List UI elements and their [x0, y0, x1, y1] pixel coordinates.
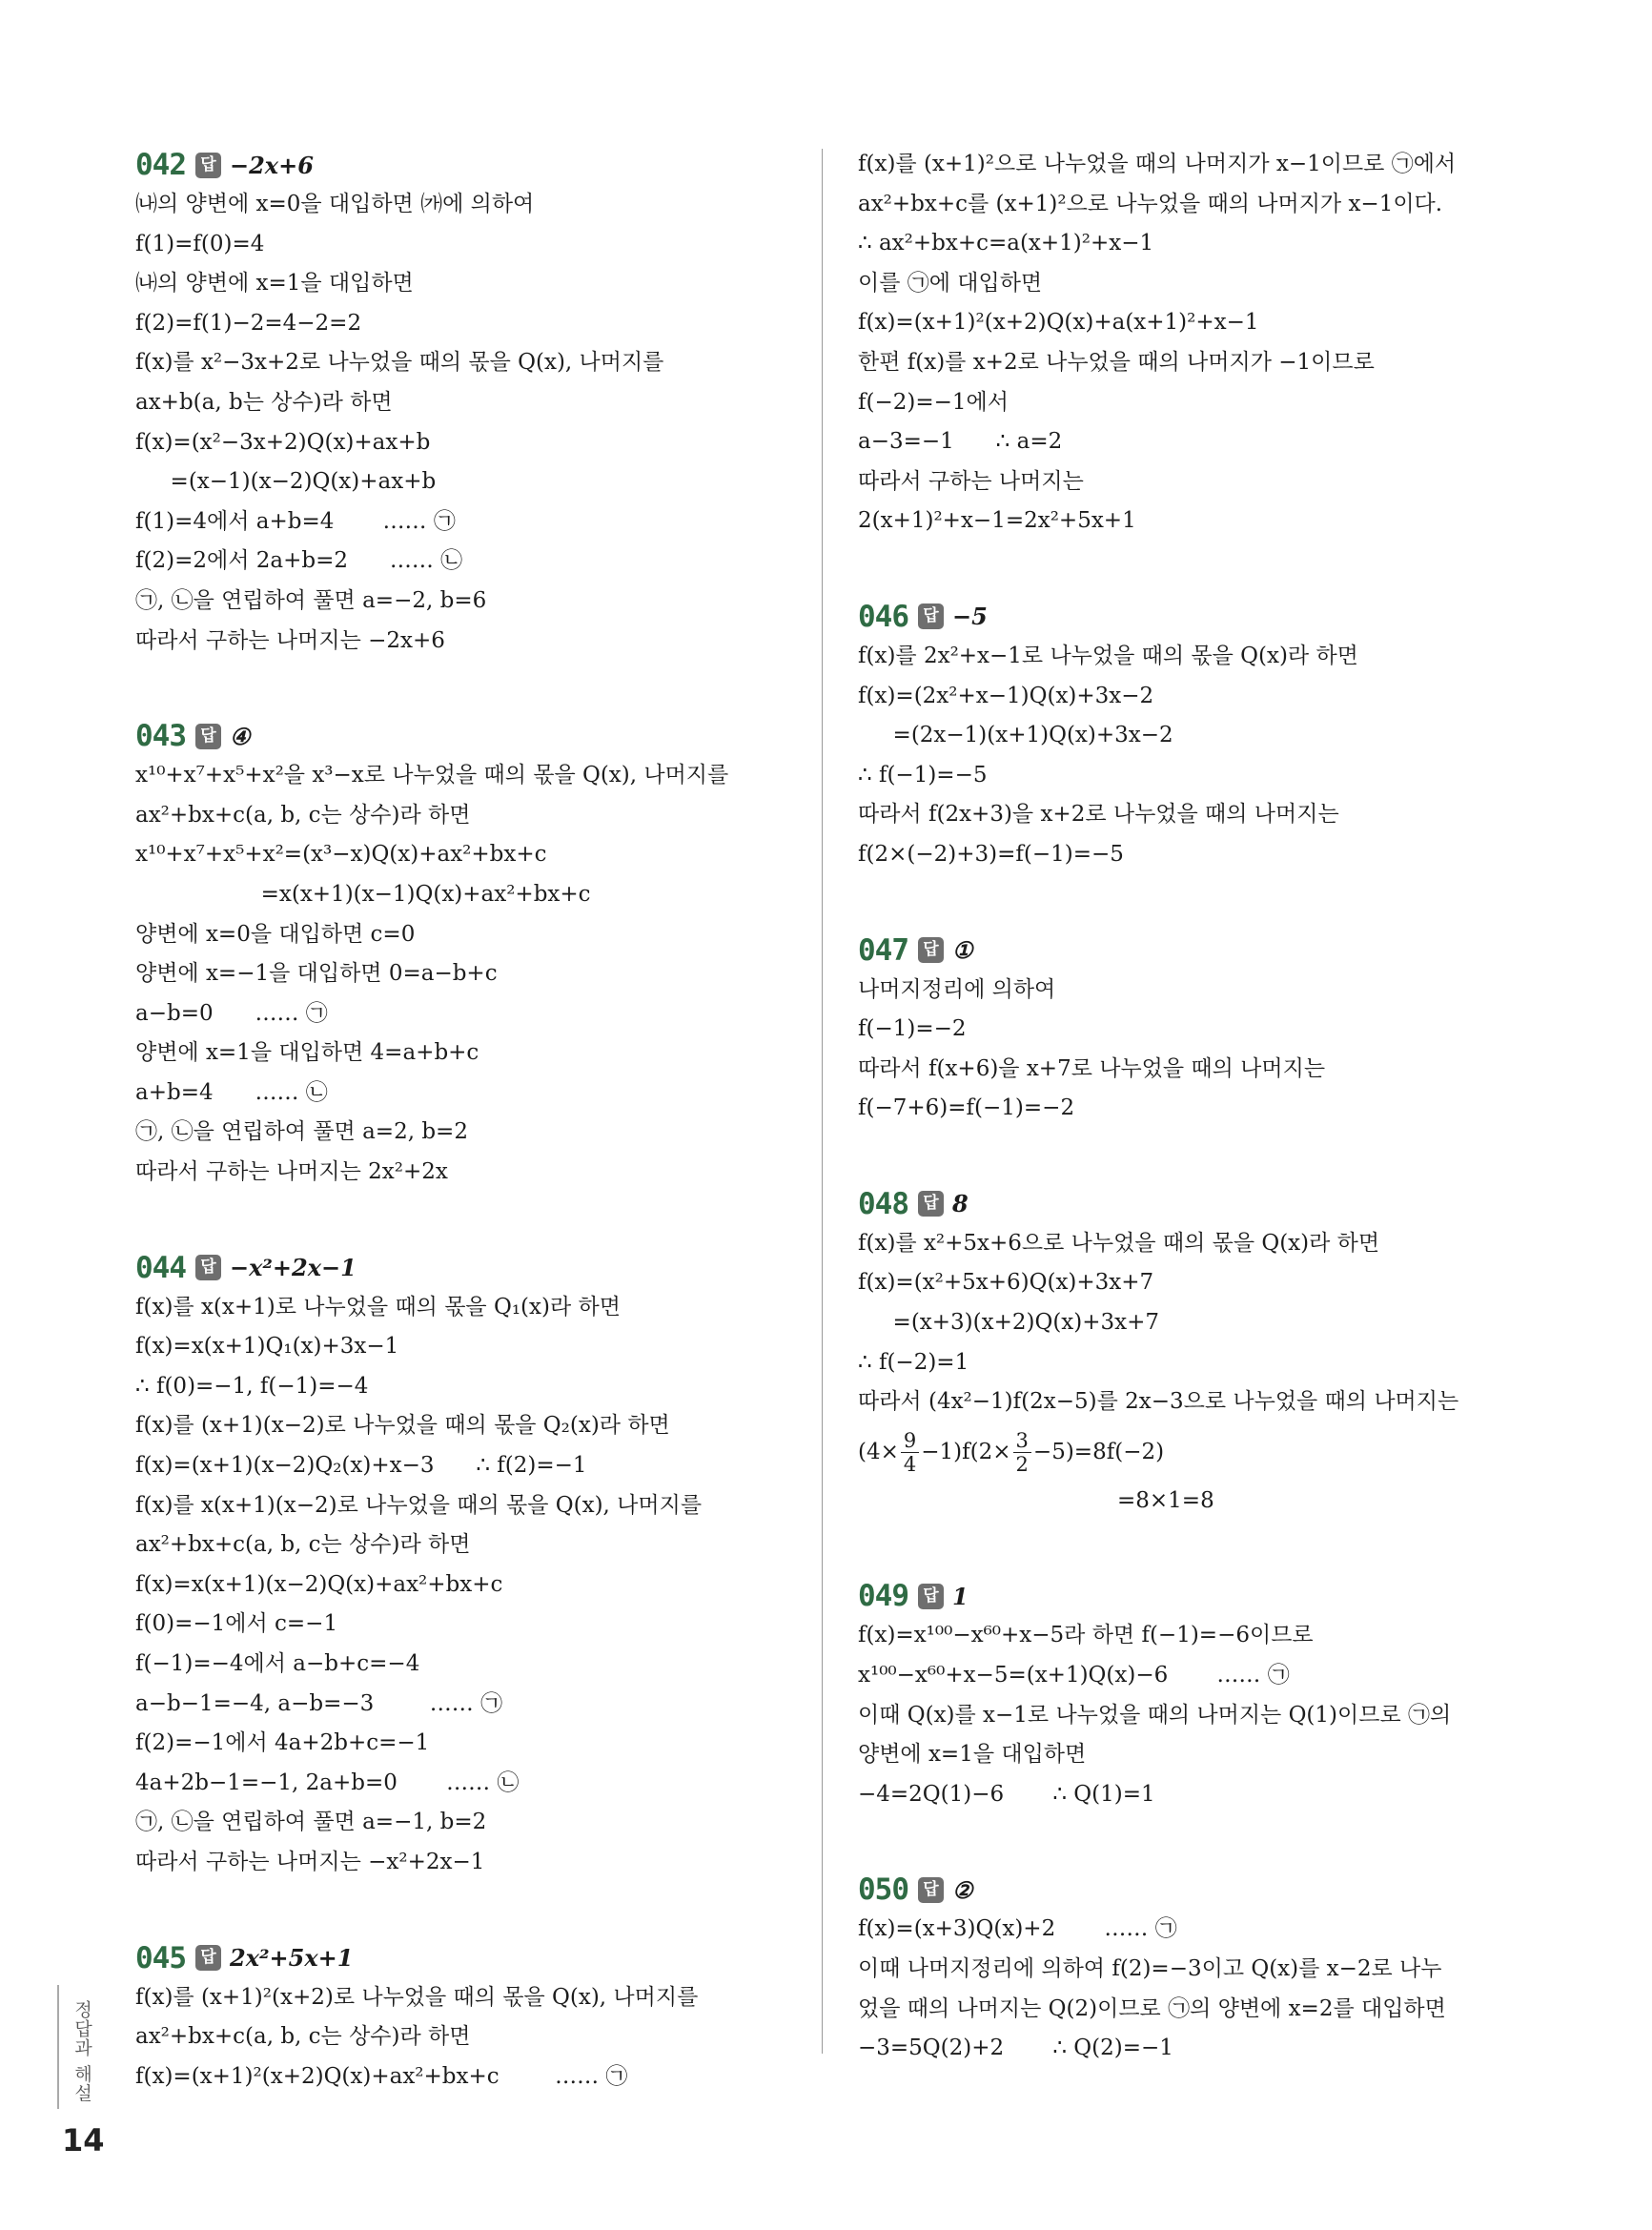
solution-line: −4=2Q(1)−6 ∴ Q(1)=1 — [858, 1781, 1155, 1807]
solution-line: f(x)=(x²+5x+6)Q(x)+3x+7 — [858, 1270, 1154, 1296]
problem-number: 050 — [858, 1872, 908, 1908]
solution-line: ax²+bx+c를 (x+1)²으로 나누었을 때의 나머지가 x−1이다. — [858, 191, 1443, 216]
answer-value: 8 — [952, 1190, 969, 1218]
problem-number: 045 — [135, 1940, 186, 1975]
problem-044 — [135, 1248, 803, 1883]
solution-line: f(−2)=−1에서 — [858, 389, 1009, 415]
problem-header — [135, 1938, 803, 1978]
problem-050 — [858, 1870, 1516, 2068]
answer-value: 1 — [952, 1582, 969, 1610]
solution-line: =(2x−1)(x+1)Q(x)+3x−2 — [858, 723, 1173, 748]
solution-line: f(x)=x(x+1)Q₁(x)+3x−1 — [135, 1334, 399, 1360]
answer-badge: 답 — [918, 1877, 944, 1903]
final-result-line: =8×1=8 — [1117, 1487, 1214, 1513]
solution-line: a−b=0 …… ㉠ — [135, 1000, 328, 1026]
problem-header — [858, 1870, 1516, 1910]
answer-value: −2x+6 — [230, 151, 314, 179]
solution-line: f(−1)=−2 — [858, 1016, 967, 1042]
solution-line: f(x)를 (x+1)(x−2)로 나누었을 때의 몫을 Q₂(x)라 하면 — [135, 1413, 670, 1439]
fraction-numerator: 3 — [1013, 1429, 1031, 1453]
solution-line: f(x)를 (x+1)²(x+2)로 나누었을 때의 몫을 Q(x), 나머지를 — [135, 1984, 699, 2010]
solution-line: 따라서 f(2x+3)을 x+2로 나누었을 때의 나머지는 — [858, 802, 1339, 828]
solution-line: ∴ f(−1)=−5 — [858, 762, 988, 788]
solution-line: f(x)=x(x+1)(x−2)Q(x)+ax²+bx+c — [135, 1571, 503, 1597]
solution-line: a−3=−1 ∴ a=2 — [858, 429, 1063, 455]
solution-line: 양변에 x=0을 대입하면 c=0 — [135, 921, 416, 947]
solution-line: 따라서 (4x²−1)f(2x−5)를 2x−3으로 나누었을 때의 나머지는 — [858, 1389, 1459, 1415]
solution-line: =x(x+1)(x−1)Q(x)+ax²+bx+c — [135, 881, 591, 907]
solution-line: ax²+bx+c(a, b, c는 상수)라 하면 — [135, 1532, 471, 1558]
solution-line: 따라서 구하는 나머지는 2x²+2x — [135, 1159, 448, 1185]
fraction — [901, 1429, 919, 1476]
problem-header — [135, 145, 803, 185]
answer-value: 2x²+5x+1 — [230, 1944, 354, 1973]
answer-badge: 답 — [195, 724, 221, 749]
expr-part: −5)=8f(−2) — [1032, 1439, 1165, 1464]
solution-line: f(−7+6)=f(−1)=−2 — [858, 1095, 1075, 1121]
answer-badge: 답 — [195, 1255, 221, 1280]
problem-header — [135, 1248, 803, 1288]
page-number: 14 — [62, 2122, 105, 2158]
solution-line: 한편 f(x)를 x+2로 나누었을 때의 나머지가 −1이므로 — [858, 349, 1375, 375]
fraction — [1013, 1429, 1031, 1476]
solution-line: f(x)=x¹⁰⁰−x⁶⁰+x−5라 하면 f(−1)=−6이므로 — [858, 1623, 1314, 1648]
solution-line: f(2)=f(1)−2=4−2=2 — [135, 310, 362, 336]
solution-line: 2(x+1)²+x−1=2x²+5x+1 — [858, 508, 1136, 534]
solution-line: f(x)를 x²+5x+6으로 나누었을 때의 몫을 Q(x)라 하면 — [858, 1230, 1380, 1256]
section-side-label: 정답과 해설 — [71, 2000, 92, 2103]
solution-line: a−b−1=−4, a−b=−3 …… ㉠ — [135, 1690, 503, 1716]
solution-line: f(2)=−1에서 4a+2b+c=−1 — [135, 1730, 430, 1756]
problem-number: 048 — [858, 1186, 908, 1221]
problem-number: 042 — [135, 148, 186, 182]
fraction-numerator: 9 — [901, 1429, 919, 1453]
fraction-denominator: 2 — [1015, 1453, 1029, 1477]
fraction-expression-line — [858, 1422, 1516, 1482]
answer-value: ① — [952, 936, 973, 964]
problem-042 — [135, 145, 803, 661]
solution-line: ax²+bx+c(a, b, c는 상수)라 하면 — [135, 2024, 471, 2050]
column-divider — [822, 149, 823, 2054]
problem-header — [858, 597, 1516, 637]
problem-number: 049 — [858, 1579, 908, 1614]
solution-line: f(x)를 x(x+1)로 나누었을 때의 몫을 Q₁(x)라 하면 — [135, 1294, 621, 1320]
solution-line: ax+b(a, b는 상수)라 하면 — [135, 389, 393, 415]
problem-048 — [858, 1184, 1516, 1522]
problem-header — [858, 1576, 1516, 1616]
problem-045-continuation — [858, 145, 1516, 542]
problem-number: 046 — [858, 599, 908, 634]
solution-line: 양변에 x=−1을 대입하면 0=a−b+c — [135, 961, 498, 987]
solution-line: 양변에 x=1을 대입하면 — [858, 1742, 1087, 1768]
solution-line: f(−1)=−4에서 a−b+c=−4 — [135, 1651, 420, 1676]
solution-line: f(2×(−2)+3)=f(−1)=−5 — [858, 841, 1124, 867]
solution-line: f(x)=(x+1)²(x+2)Q(x)+ax²+bx+c …… ㉠ — [135, 2063, 628, 2089]
solution-line: 나머지정리에 의하여 — [858, 976, 1056, 1002]
solution-line: ㉠, ㉡을 연립하여 풀면 a=−1, b=2 — [135, 1810, 487, 1835]
solution-line: a+b=4 …… ㉡ — [135, 1079, 328, 1105]
side-rule — [57, 1985, 59, 2109]
solution-line: 이때 나머지정리에 의하여 f(2)=−3이고 Q(x)를 x−2로 나누 — [858, 1956, 1442, 1981]
solution-line: f(2)=2에서 2a+b=2 …… ㉡ — [135, 548, 463, 574]
right-column — [858, 145, 1516, 2124]
solution-line: ㉠, ㉡을 연립하여 풀면 a=2, b=2 — [135, 1119, 468, 1145]
answer-badge: 답 — [918, 937, 944, 963]
solution-line: f(x)=(x²−3x+2)Q(x)+ax+b — [135, 429, 431, 455]
solution-line: ax²+bx+c(a, b, c는 상수)라 하면 — [135, 802, 471, 828]
expr-part: (4× — [858, 1439, 899, 1464]
solution-line: 따라서 구하는 나머지는 −2x+6 — [135, 627, 445, 653]
problem-number: 047 — [858, 932, 908, 968]
solution-line: f(x)=(x+1)(x−2)Q₂(x)+x−3 ∴ f(2)=−1 — [135, 1453, 587, 1479]
answer-badge: 답 — [195, 1945, 221, 1971]
solution-line: x¹⁰+x⁷+x⁵+x²을 x³−x로 나누었을 때의 몫을 Q(x), 나머지를 — [135, 763, 729, 788]
answer-value: ② — [952, 1875, 973, 1904]
answer-value: ④ — [230, 722, 251, 750]
left-column — [135, 145, 803, 2152]
solution-line: f(x)를 x(x+1)(x−2)로 나누었을 때의 몫을 Q(x), 나머지를 — [135, 1492, 703, 1518]
solution-line: x¹⁰+x⁷+x⁵+x²=(x³−x)Q(x)+ax²+bx+c — [135, 842, 547, 868]
solution-line: f(x)를 x²−3x+2로 나누었을 때의 몫을 Q(x), 나머지를 — [135, 350, 664, 376]
problem-number: 043 — [135, 719, 186, 754]
solution-line: =(x+3)(x+2)Q(x)+3x+7 — [858, 1310, 1160, 1336]
expr-part: −1)f(2× — [921, 1439, 1011, 1464]
solution-line: f(x)를 (x+1)²으로 나누었을 때의 나머지가 x−1이므로 ㉠에서 — [858, 152, 1457, 176]
answer-badge: 답 — [918, 1584, 944, 1609]
fraction-denominator: 4 — [903, 1453, 917, 1477]
solution-line: 따라서 구하는 나머지는 −x²+2x−1 — [135, 1849, 485, 1874]
problem-049 — [858, 1576, 1516, 1814]
solution-line: ㈏의 양변에 x=1을 대입하면 — [135, 271, 414, 297]
answer-badge: 답 — [918, 1191, 944, 1217]
solution-line: f(1)=4에서 a+b=4 …… ㉠ — [135, 508, 456, 534]
solution-line: ∴ f(0)=−1, f(−1)=−4 — [135, 1373, 369, 1399]
solution-line: 이를 ㉠에 대입하면 — [858, 270, 1043, 296]
answer-value: −5 — [952, 603, 988, 631]
problem-header — [135, 716, 803, 756]
solution-line: f(x)=(x+3)Q(x)+2 …… ㉠ — [858, 1916, 1177, 1942]
solution-line: −3=5Q(2)+2 ∴ Q(2)=−1 — [858, 2036, 1173, 2061]
problem-047 — [858, 931, 1516, 1129]
solution-line: ㈏의 양변에 x=0을 대입하면 ㈎에 의하여 — [135, 192, 535, 216]
solution-line: =(x−1)(x−2)Q(x)+ax+b — [135, 469, 437, 495]
answer-badge: 답 — [195, 153, 221, 178]
solution-line: f(x)를 2x²+x−1로 나누었을 때의 몫을 Q(x)라 하면 — [858, 643, 1358, 668]
problem-043 — [135, 716, 803, 1193]
problem-046 — [858, 597, 1516, 875]
answer-badge: 답 — [918, 604, 944, 629]
answer-value: −x²+2x−1 — [230, 1254, 357, 1282]
solution-line: 4a+2b−1=−1, 2a+b=0 …… ㉡ — [135, 1770, 520, 1795]
solution-line: ∴ ax²+bx+c=a(x+1)²+x−1 — [858, 231, 1154, 256]
problem-header — [858, 931, 1516, 971]
solution-line: 이때 Q(x)를 x−1로 나누었을 때의 나머지는 Q(1)이므로 ㉠의 — [858, 1702, 1452, 1728]
problem-045 — [135, 1938, 803, 2097]
solution-line: 따라서 구하는 나머지는 — [858, 468, 1084, 494]
problem-number: 044 — [135, 1250, 186, 1285]
solution-line: f(x)=(2x²+x−1)Q(x)+3x−2 — [858, 683, 1154, 708]
solution-line: ∴ f(−2)=1 — [858, 1349, 969, 1375]
solution-line: f(0)=−1에서 c=−1 — [135, 1611, 338, 1637]
solution-line: 양변에 x=1을 대입하면 4=a+b+c — [135, 1040, 479, 1066]
solution-line: x¹⁰⁰−x⁶⁰+x−5=(x+1)Q(x)−6 …… ㉠ — [858, 1663, 1290, 1688]
problem-header — [858, 1184, 1516, 1224]
solution-line: 따라서 f(x+6)을 x+7로 나누었을 때의 나머지는 — [858, 1055, 1326, 1081]
solution-line: 었을 때의 나머지는 Q(2)이므로 ㉠의 양변에 x=2를 대입하면 — [858, 1995, 1446, 2021]
solution-line: f(1)=f(0)=4 — [135, 231, 265, 256]
solution-line: ㉠, ㉡을 연립하여 풀면 a=−2, b=6 — [135, 587, 487, 613]
solution-line: f(x)=(x+1)²(x+2)Q(x)+a(x+1)²+x−1 — [858, 310, 1259, 336]
